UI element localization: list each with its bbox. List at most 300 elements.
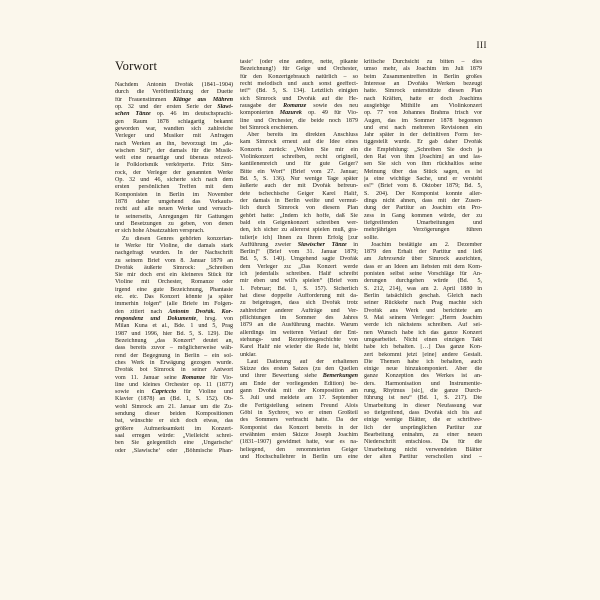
text-segment: line und Orchester, die beide noch 1879 [240,117,358,124]
text-segment: tulier[e ich] Ihnen zu Ihrem Erfolg [zur [240,234,358,241]
text-segment: sollte. [364,234,379,241]
text-line [240,103,358,110]
text-line [240,454,358,461]
text-line [364,139,482,146]
text-segment: seiner Rückkehr nach Prag machte sich [364,300,482,307]
text-line [364,425,482,432]
text-segment: ja eine wichtige Sache, und er versteht [364,176,482,182]
text-segment: stehungs- und Rezeptionsgeschichte von [240,336,358,343]
text-segment: tasie‘ (oder eine andere, nette, pikante [240,59,358,65]
text-line [240,176,358,183]
text-segment: Die Themen habe ich behalten, auch [364,358,482,365]
text-segment: , hrsg. von [196,316,233,322]
text-segment: nach Werken an ihn, bevorzugt im „da- [115,140,233,147]
text-segment: und Hochschullehrer in Berlin um eine [240,453,358,460]
text-line [115,141,233,148]
text-line [115,170,233,177]
text-line [364,271,482,278]
text-line [115,177,233,184]
text-line [115,294,233,301]
text-line [240,235,358,242]
text-line [115,184,233,191]
text-line [115,111,233,118]
text-segment: Joachim bestätigte am 2. Dezember [371,241,482,248]
text-line [115,316,233,323]
text-segment: op. 32 und der ersten Serie der [115,103,218,110]
text-segment: welt eine neuartige und überaus reizvol- [115,155,233,162]
emphasized-text: Slawischer Tänze [297,241,347,248]
text-line [364,213,482,220]
text-line [115,119,233,126]
text-line [364,410,482,417]
text-segment: in [346,241,358,248]
text-segment: Bitte ein Wort“ (Brief vom 27. Januar; [240,168,358,175]
emphasized-text: Antonín Dvořák. Kor- [168,308,233,315]
text-segment: heliegend, den renommierten Geiger [240,446,358,453]
text-segment: allerdings im weiteren Verlauf der Ent- [240,329,358,336]
text-segment: rung, Rhytmus [sic], die ganze Durch- [364,388,482,395]
text-segment: Konzerts zurück: „Wollen Sie mir ein [240,146,358,153]
text-line [240,293,358,300]
text-line [364,293,482,300]
text-line [240,147,358,154]
emphasized-text: Capriccio [151,389,177,396]
text-segment: Göbl in Sychrov, wo er einen Großteil [240,410,358,416]
text-segment: der damals in Berlin weilte und vermut- [240,197,358,204]
text-line [115,389,233,396]
text-line [115,440,233,447]
text-line [240,125,358,132]
text-segment: geworden war, wandten sich zahlreiche [115,125,233,132]
text-line [364,344,482,351]
text-segment: 1987 und 1996, hier Bd. 5, S. 129). Die [115,330,233,337]
text-line [240,59,358,66]
text-line [240,154,358,161]
text-segment: ich jedenfalls schreiben. Halíř schreibt [240,271,358,278]
text-segment: 1879 an die Ausführung machte. Warum [240,322,358,329]
text-segment: dung der Partitur an Joachim ein Pro- [364,205,482,212]
text-line [364,154,482,161]
text-line [364,454,482,461]
text-line [240,330,358,337]
text-segment: wischen Stil“, der damals für die Musik- [115,147,233,154]
text-line [240,81,358,88]
text-line [240,410,358,417]
text-segment: derungen durchgehen würde (Bd. 5, [364,278,482,285]
text-segment: hatte. Simrock unterstützte diesen Plan [364,88,482,95]
text-segment: gehört hatte: „Indem ich hoffe, daß Sie [240,212,358,219]
text-line [240,74,358,81]
text-line [240,447,358,454]
text-line [240,256,358,263]
emphasized-text: Bemerkungen [322,373,358,380]
text-line [115,228,233,235]
text-line [240,139,358,146]
text-segment: und Besetzungen zu geben, von denen [115,220,233,227]
text-line [115,250,233,257]
text-segment: Umarbeitung nicht verwendeten Blätter [364,446,482,453]
text-line [364,118,482,125]
text-line [240,66,358,73]
text-segment: bei Simrock erschienen. [240,124,299,131]
text-segment: Niederschrift entschloss. Da für die [364,439,482,446]
text-line [240,388,358,395]
text-segment: recht melodisch und auch sonst geeffect- [240,80,358,87]
text-segment: 5. Juli und meldete am 17. September [240,395,358,402]
text-segment: Interesse an Dvořáks Werken bezeugt [364,80,482,87]
text-segment: dings nicht ahnen, dass mit der Zusen- [364,197,482,204]
text-line [115,279,233,286]
text-segment: den, ich sicher zu allererst spielen muß, gra- [240,227,358,234]
text-segment: Sie mir doch erst ein kleineres Stück für [115,272,233,279]
text-segment: Bd. 5, S. 136). Nur wenige Tage später [240,176,358,182]
text-segment: die Fertigstellung seinem Freund Alois [240,402,358,409]
text-segment: Umarbeitung in dieser Neufassung war [364,402,482,409]
text-line [240,359,358,366]
text-line [240,96,358,103]
text-line [364,278,482,285]
text-segment: ausgiebige Mithilfe am Violinkonzert [364,102,482,109]
text-segment: op. 46 im deutschsprachi- [150,111,233,118]
text-line [240,344,358,351]
text-segment: werde ich nächstens schreiben. Auf sei- [364,322,482,329]
text-line [364,373,482,380]
text-line [115,82,233,89]
text-segment: line und kleines Orchester op. 11 (1877) [115,381,233,388]
text-segment: so tiefgreifend, dass Dvořák sich bis auf [364,410,482,416]
text-segment: sen Sie sich von ihm rückhaltlos seine [364,161,482,168]
text-segment: te seinerseits, Anregungen für Gattungen [115,213,233,220]
text-segment: le Folklorismik verkörperte. Fritz Sim- [115,162,233,169]
text-segment: hat diese doppelte Aufforderung mit da- [240,293,358,299]
text-line [240,366,358,373]
emphasized-text: respondenz und Dokumente [115,316,197,322]
text-line [364,191,482,198]
text-line [364,447,482,454]
text-segment: ersten persönlichen Treffen mit dem [115,184,233,191]
text-segment: lich durch Simrock von diesem Plan [240,205,358,212]
text-line [364,264,482,271]
text-segment: zess in Gang kommen würde, der zu [364,212,482,219]
text-line [115,367,233,374]
text-segment: sich Simrock und Dvořák auf die He- [240,95,358,102]
text-segment: Nachdem Antonín Dvořák (1841–1904) [115,82,233,88]
text-segment: am Ende der vorliegenden Edition) be- [240,380,358,387]
text-line [364,352,482,359]
text-line [364,256,482,263]
page-number: III [476,40,487,50]
text-segment: Meinung über das Stück sagen, es ist [364,168,482,175]
text-line [115,199,233,206]
text-line [240,183,358,190]
text-segment: immerhin folgen“ (alle Briefe im Folgen- [115,301,233,308]
emphasized-text: Jahresende [377,256,406,263]
text-line [240,88,358,95]
text-line [115,243,233,250]
text-segment: op. 77 von Johannes Brahms frisch vor [364,110,482,117]
text-line [115,309,233,316]
text-line [240,425,358,432]
text-line [364,403,482,410]
text-segment: komponierten [240,110,280,117]
text-line [364,286,482,293]
text-line [115,97,233,104]
text-segment: ben Sie gelegentlich eine ‚Ungarische‘ [115,440,233,447]
text-line [240,264,358,271]
text-line [240,352,358,359]
text-line [364,125,482,132]
text-line [364,176,482,183]
text-line [364,220,482,227]
text-segment: Violinkonzert schreiben, recht originell, [240,154,358,161]
text-segment: sowie des neu [306,102,358,109]
text-segment: Op. 32 und 46, sicherte sich nach dem [115,177,233,184]
text-segment: Jahr später in der definitiven Form fer- [364,132,482,139]
text-line [364,132,482,139]
text-segment: ponisten selbst seine Vorschläge für Än- [364,271,482,278]
text-line [240,395,358,402]
text-line [115,272,233,279]
text-segment: Skizze des ersten Satzes (zu den Quellen [240,366,358,373]
text-segment: des Sommers verbracht hatte. Da der [240,417,358,424]
text-segment: dass bereits zuvor – möglicherweise wäh- [115,345,233,352]
text-segment: lich der ursprünglichen Partitur zur [364,424,482,431]
text-segment: durch die Veröffentlichung der Duette [115,89,233,96]
text-segment: Milan Kuna et al., Bde. 1 und 5, Prag [115,323,233,330]
text-segment: gen Raum 1878 schlagartig bekannt [115,118,233,125]
text-line [364,330,482,337]
text-line [115,323,233,330]
text-line [240,242,358,249]
text-segment: (1831–1907) gewidmet hatte, war es na- [240,439,358,446]
text-segment: saal erregen würde: „Vielleicht schrei- [115,433,233,439]
text-line [364,366,482,373]
text-line [240,403,358,410]
emphasized-text: Mazurek [279,110,302,117]
text-segment: Aber bereits im direkten Anschluss [247,132,358,139]
text-segment: einige neue hinzukomponiert. Aber die [364,366,482,373]
text-segment: führung ist neu“ (Bd. 1, S. 217). Die [364,395,482,402]
text-line [115,214,233,221]
text-segment: Dvořák äußerte Simrock: „Schreiben [115,264,233,271]
text-line [115,360,233,367]
text-line [115,448,233,455]
text-line [115,426,233,433]
text-line [115,206,233,213]
text-segment: tiggestellt wurde. Er gab daher Dvořák [364,139,482,146]
text-line [364,74,482,81]
text-line [364,227,482,234]
text-line [240,373,358,380]
text-line [240,161,358,168]
text-line [240,337,358,344]
text-line [115,126,233,133]
text-segment: Komponist das Konzert bereits in der [240,424,358,431]
text-segment: Bezeichnung „das Konzert“ deutet an, [115,337,233,344]
text-line [364,249,482,256]
text-line [240,439,358,446]
text-line [364,308,482,315]
emphasized-text: schen Tänze [115,111,151,118]
text-line [115,353,233,360]
text-segment: mehrjährigen Verzögerungen führen [364,227,482,234]
text-segment: ders. Harmonisation und Instrumentie- [364,380,482,387]
text-segment: rend der Begegnung in Berlin – ein sol- [115,352,233,359]
text-line [364,417,482,424]
text-segment: für Frauenstimmen [115,96,173,103]
text-line [115,338,233,345]
text-segment: es!“ (Brief vom 8. Oktober 1879; Bd. 5, [364,183,482,190]
text-segment: kam Simrock erneut auf die Idee eines [240,139,358,146]
text-segment: dete tschechische Geiger Karel Halíř, [240,190,358,197]
text-segment: zert bekommt jetzt [eine] andere Gestalt. [364,351,482,358]
text-segment: und ihrer Bewertung siehe [240,373,323,380]
text-line [364,337,482,344]
text-segment: der alten Partitur verschollen sind – [364,453,482,460]
text-segment: 9. Mai seinem Verleger: „Herrn Joachim [364,314,482,321]
text-line [115,396,233,403]
text-segment: Komponisten in Berlin im November [115,191,233,198]
text-segment: Klavier (1878) an (Bd. 1, S. 152). Ob- [115,396,233,403]
text-line [364,359,482,366]
text-line [240,417,358,424]
text-segment: nen Wunsch habe ich das ganze Konzert [364,329,482,336]
text-line [364,183,482,190]
text-line [364,432,482,439]
text-segment: mir eben und will's spielen“ (Brief vom [240,278,358,285]
text-segment: erwähnten ersten Skizze Joseph Joachim [240,431,358,438]
text-line [240,220,358,227]
text-segment: den zitiert nach [115,308,169,315]
text-segment: Bd. 5, S. 140). Umgehend sagte Dvořák [240,256,358,263]
text-segment: äußerte auch der mit Dvořák befreun- [240,183,358,190]
text-segment: nach Kräften, hatte er doch Joachims [364,95,482,102]
text-segment: die Empfehlung: „Schreiben Sie doch ja [364,146,482,153]
text-segment: tet!“ (Bd. 5, S. 134). Letztlich einigten [240,88,358,95]
text-segment: zu seinem Brief vom 8. Januar 1879 an [115,257,233,264]
text-segment: Zu diesen Genres gehörten konzertan- [122,235,233,242]
text-line [115,133,233,140]
text-segment: einige wenige Blätter, die er schriftwe- [364,417,482,424]
text-line [240,249,358,256]
text-line [364,300,482,307]
text-segment: Dvořák bot Simrock in seiner Antwort [115,367,233,374]
text-segment: für Violine und [176,389,233,396]
text-line [115,192,233,199]
text-line [115,265,233,272]
text-segment: Verleger und Musiker mit Anfragen [115,133,233,140]
text-line [115,375,233,382]
text-segment: 1879 den Erhalt der Partitur und ließ [364,249,482,256]
text-segment: größere Aufmerksamkeit im Konzert- [115,425,233,432]
text-line [364,322,482,329]
text-segment: zu beigetragen, dass sich Dvořák trotz [240,300,358,307]
text-segment: unklar. [240,351,257,358]
text-segment: Augen, das im Sommer 1878 begonnen [364,117,482,124]
text-segment: Dvořák ans Werk und berichtete am [364,307,482,314]
text-segment: gann Dvořák mit der Komposition am [240,388,358,395]
text-line [240,308,358,315]
text-line [115,433,233,440]
text-segment: über Simrock ausrichten, [405,256,482,263]
text-line [115,287,233,294]
text-line [115,301,233,308]
text-line [115,404,233,411]
text-segment: S. 212, 214), was am 2. April 1880 in [364,285,482,292]
emphasized-text: Klänge aus Mähren [172,96,233,103]
text-line [240,278,358,285]
text-line [364,110,482,117]
text-segment: Berlin]“ (Brief vom 31. Januar 1879; [240,249,358,256]
text-segment: op. 49 für Vio- [301,110,358,117]
text-line [364,169,482,176]
text-line [240,110,358,117]
text-segment: habe ich behalten. […] Das ganze Kon- [364,344,482,351]
text-segment: bat, wünschte er sich doch etwas, das [115,418,233,425]
text-segment: kantilenenreich und für gute Geiger? [240,161,358,168]
text-segment: ganze Konzeption des Werkes ist an- [364,373,482,380]
text-line [240,205,358,212]
text-line [240,381,358,388]
text-segment: umso mehr, als Joachim im Juli 1879 [364,66,482,73]
text-line [364,315,482,322]
text-line [364,161,482,168]
emphasized-text: Slawi- [217,103,233,110]
text-line [364,395,482,402]
text-line [240,286,358,293]
text-segment: vom 11. Januar seine [115,374,182,381]
text-line [115,331,233,338]
text-segment: er sich hohe Absatzzahlen versprach. [115,228,205,235]
text-line [240,118,358,125]
text-segment: recht auf alle neuen Werke und versuch- [115,206,233,213]
text-line [240,227,358,234]
text-segment: sendung dieser beiden Kompositionen [115,411,233,418]
text-segment: 1. Februar; Bd. 1, S. 157). Sicherlich [240,285,358,292]
text-line [240,300,358,307]
text-line [115,148,233,155]
text-line [364,235,482,242]
text-segment: für Vio- [205,374,233,381]
text-segment: te Werke für Violine, die damals stark [115,242,233,249]
text-line [240,132,358,139]
text-segment: Karel Halíř nie wieder die Rede ist, bleibt [240,344,358,351]
text-segment: umgearbeitet. Nicht einen einzigen Takt [364,336,482,343]
text-segment: Bearbeitung entnahm, zu einer neuen [364,431,482,438]
text-segment: Violine mit Orchester, Romanze oder [115,279,233,286]
text-line [364,242,482,249]
text-segment: tiefgreifenden Umarbeitungen und [364,219,482,226]
text-column-2 [240,59,358,461]
text-segment: Laut Datierung auf der erhaltenen [247,358,358,365]
text-line [240,191,358,198]
text-segment: oder ‚Slawische‘ oder ‚Böhmische Phan- [115,447,233,454]
text-line [364,88,482,95]
text-column-1 [115,82,233,455]
text-line [240,213,358,220]
text-line [364,147,482,154]
text-segment: Berlin tatsächlich geschah. Gleich nach [364,293,482,299]
text-line [240,322,358,329]
text-line [115,258,233,265]
text-segment: Aufführung zweier [240,241,298,248]
text-column-3 [364,59,482,461]
text-line [364,103,482,110]
text-segment: ches Werk in Erwägung gezogen wurde. [115,359,233,366]
text-segment: S. 204). Der Komponist konnte aller- [364,190,482,197]
text-line [364,66,482,73]
text-line [115,382,233,389]
